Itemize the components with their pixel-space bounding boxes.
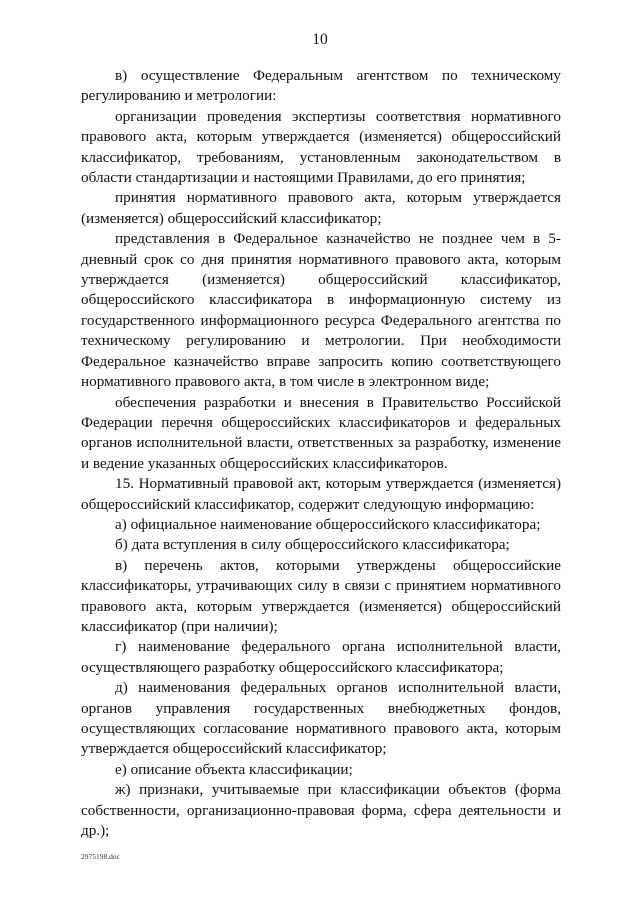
paragraph-adoption: принятия нормативного правового акта, которым утверждается (изменяется) общероссийский классификатор; bbox=[81, 189, 561, 227]
document-body bbox=[81, 66, 561, 841]
paragraph-item-g: г) наименование федерального органа исполнительной власти, осуществляющего разработку общероссийского классификатора; bbox=[81, 638, 561, 676]
paragraph-treasury: представления в Федеральное казначейство не позднее чем в 5-дневный срок со дня принятия нормативного правового акта, которым утверждается (изменяется) общероссийский классификатор, общероссийского классификатора в информационную систему из государственного информационного ресурса Федерального агентства по техническому регулированию и метрологии. При необходимости Федеральное казначейство вправе запросить копию соответствующего нормативного правового акта, в том числе в электронном виде; bbox=[81, 230, 561, 391]
footer-doc-code: 2975198.doc bbox=[81, 852, 120, 861]
paragraph-item-e: е) описание объекта классификации; bbox=[115, 760, 353, 778]
paragraph-list-submission: обеспечения разработки и внесения в Правительство Российской Федерации перечня общероссийских классификаторов и федеральных органов исполнительной власти, ответственных за разработку, изменение и ведение указанных общероссийских классификаторов. bbox=[81, 393, 561, 472]
paragraph-item-v: в) перечень актов, которыми утверждены общероссийские классификаторы, утрачивающих силу в связи с принятием нормативного правового акта, которым утверждается (изменяется) общероссийский классификатор (при наличии); bbox=[81, 556, 561, 635]
paragraph-item-d: д) наименования федеральных органов исполнительной власти, органов управления государственных внебюджетных фондов, осуществляющих согласование нормативного правового акта, которым утверждается общероссийский классификатор; bbox=[81, 679, 561, 758]
paragraph-item-b: б) дата вступления в силу общероссийского классификатора; bbox=[115, 536, 510, 554]
paragraph-expertise: организации проведения экспертизы соответствия нормативного правового акта, которым утверждается (изменяется) общероссийский классификатор, требованиям, установленным законодательством в области стандартизации и настоящими Правилами, до его принятия; bbox=[81, 107, 561, 187]
paragraph-item-zh: ж) признаки, учитываемые при классификации объектов (форма собственности, организационно-правовая форма, сфера деятельности и др.); bbox=[81, 781, 561, 840]
paragraph-15: 15. Нормативный правовой акт, которым утверждается (изменяется) общероссийский классификатор, содержит следующую информацию: bbox=[81, 475, 561, 513]
paragraph-item-a: а) официальное наименование общероссийского классификатора; bbox=[115, 515, 541, 533]
page-number: 10 bbox=[312, 31, 328, 48]
paragraph-v-intro: в) осуществление Федеральным агентством по техническому регулированию и метрологии: bbox=[81, 67, 561, 105]
